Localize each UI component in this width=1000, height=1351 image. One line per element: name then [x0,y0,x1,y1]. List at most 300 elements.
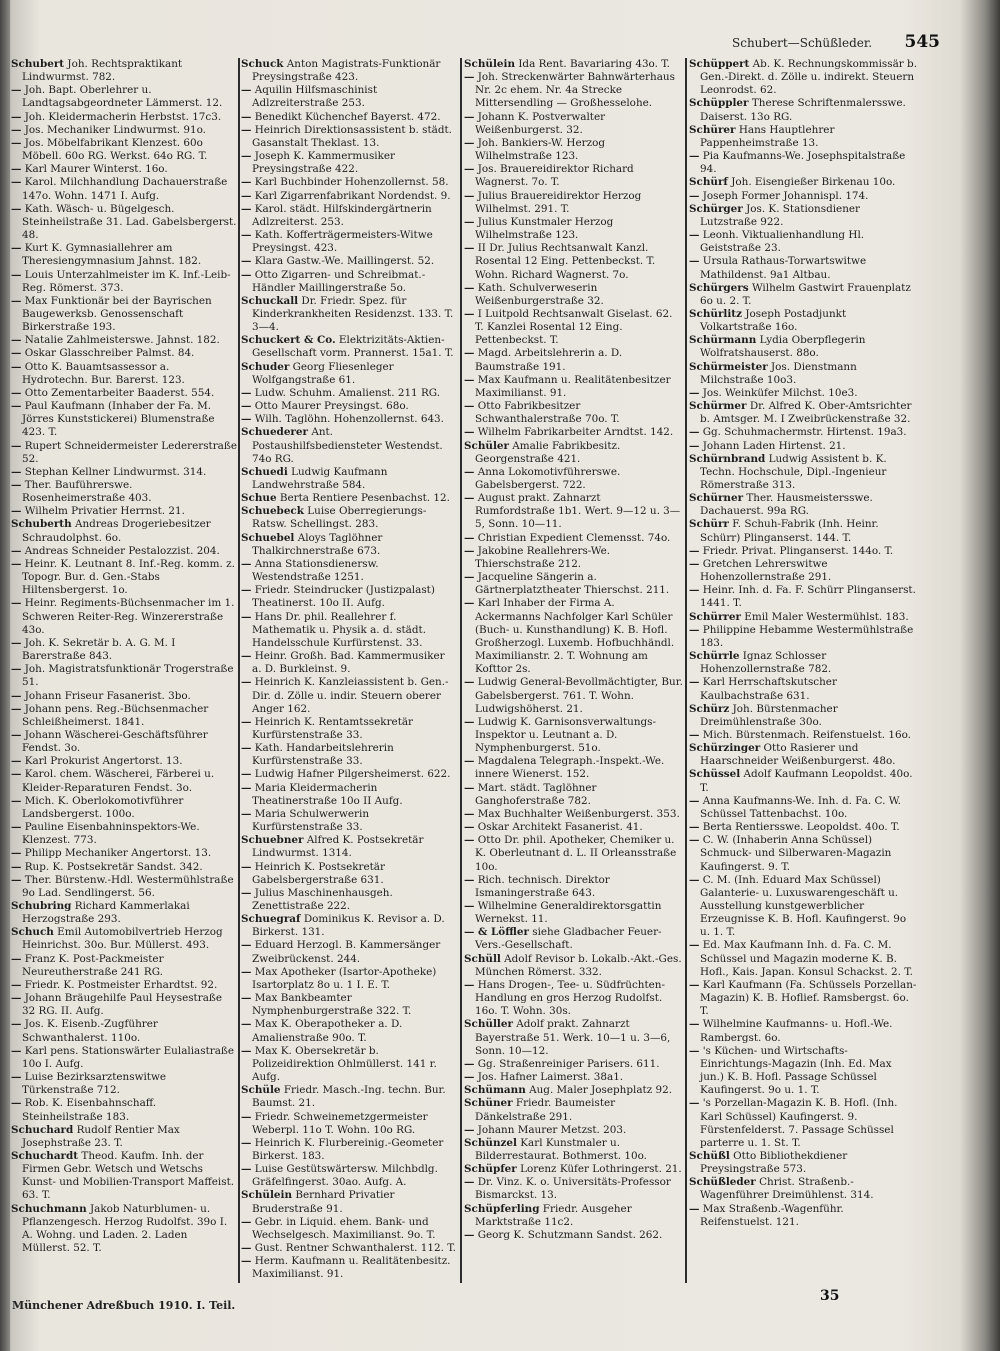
entry-text: Ludwig K. Garnisonsverwaltungs-Inspektor u. Leutnant a. D. Nymphenburgerst. 51o. [475,715,657,755]
entry-surname: — [464,821,475,834]
entry-text: Lorenz Küfer Lothringerst. 21. [520,1163,682,1176]
entry-text: Theod. Kaufm. Inh. der Firmen Gebr. Wetsch und Wetschs Kunst- und Mobilien-Transport Maffeist. 63. T. [22,1149,235,1202]
entry-text: Max Bankbeamter Nymphenburgerstraße 322. T. [252,992,412,1018]
directory-entry [241,1189,457,1215]
directory-entry [241,426,457,465]
directory-entry [689,1176,917,1202]
directory-entry [689,255,917,281]
entry-text: Hans Dr. phil. Reallehrer f. Mathematik u. Physik a. d. städt. Handelsschule Kurfürstenst. 33. [252,610,426,649]
directory-entry [11,440,237,466]
entry-text: Kurt K. Gymnasiallehrer am Theresiengymnasium Jahnst. 182. [22,242,202,268]
directory-entry [241,387,457,400]
entry-surname: — [689,1018,700,1031]
directory-entry [689,1018,917,1044]
entry-text: Dr. Vinz. K. o. Universitäts-Professor Bismarckst. 13. [475,1176,671,1202]
entry-text: C. W. (Inhaberin Anna Schüssel) Schmuck- und Silberwaren-Magazin Kaufingerst. 9. T. [700,834,892,873]
entry-surname: — [11,873,22,886]
directory-entry [11,637,237,663]
entry-surname: — [241,768,252,781]
entry-surname: Schüßleder [689,1176,756,1189]
entry-text: siehe Gladbacher Feuer-Vers.-Gesellschaft. [475,926,662,952]
directory-entry [11,926,237,952]
entry-surname: Schürrle [689,650,740,663]
directory-entry [241,584,457,610]
directory-entry [689,795,917,821]
directory-entry [689,518,917,544]
directory-entry [11,176,237,202]
entry-surname: — [241,84,252,97]
directory-entry [464,440,683,466]
directory-entry [689,150,917,176]
entry-text: Alfred K. Postsekretär Lindwurmst. 1314. [252,834,424,860]
entry-surname: — [464,400,475,413]
entry-text: Joh. Magistratsfunktionär Trogerstraße 51. [22,663,234,689]
entry-text: I Luitpold Rechtsanwalt Giselast. 62. T. Kanzlei Rosental 12 Eing. Pettenbeckst. T. [475,307,673,347]
entry-surname: — [241,413,252,426]
entry-text: Lydia Oberpflegerin Wolfratshauserst. 88o. [700,334,866,360]
entry-surname: — [689,229,700,242]
directory-entry [11,690,237,703]
entry-text: Aug. Maler Josephplatz 92. [529,1084,673,1097]
entry-text: Oskar Architekt Fasanerist. 41. [477,821,643,834]
entry-text: Benedikt Küchenchef Bayerst. 472. [254,110,441,123]
entry-text: Rudolf Rentier Max Josephstraße 23. T. [22,1123,180,1149]
directory-entry [241,176,457,189]
entry-surname: — [11,557,22,570]
entry-text: Jos. Mechaniker Lindwurmst. 91o. [24,123,206,136]
entry-surname: — [11,123,22,136]
directory-entry [241,861,457,887]
entry-surname: — [464,242,475,255]
entry-surname: — [464,136,475,149]
entry-text: 's Küchen- und Wirtschafts-Einrichtungs-Magazin (Inh. Ed. Max jun.) K. B. Hofl. Passage Schüssel Kaufingerst. 9o u. 1. T. [700,1044,892,1097]
directory-entry [689,1150,917,1176]
directory-entry [689,426,917,439]
directory-entry [241,400,457,413]
entry-text: Julius Kunstmaler Herzog Wilhelmstraße 123. [475,215,614,242]
directory-entry [464,190,683,216]
entry-surname: Schuch [11,926,54,939]
entry-surname: — [689,544,700,557]
entry-text: Luise Gestütswärtersw. Milchbdlg. Gräfelfingerst. 30ao. Aufg. A. [252,1163,438,1189]
directory-entry [241,992,457,1018]
entry-text: Ursula Rathaus-Torwartswitwe Mathildenst. 9a1 Altbau. [700,255,867,281]
entry-surname: — [11,136,22,149]
directory-entry [241,255,457,268]
entry-text: Friedr. Schweinemetzgermeister Weberpl. 11o T. Wohn. 10o RG. [252,1110,428,1136]
entry-text: Rupert Schneidermeister Ledererstraße 52. [22,439,237,465]
entry-surname: Schue [241,492,277,505]
signature-mark: 35 [820,1288,840,1304]
entry-text: Otto Dr. phil. Apotheker, Chemiker u. K. Oberleutnant d. L. II Orleansstraße 10o. [475,834,677,873]
entry-text: Friedr. Privat. Plinganserst. 144o. T. [702,544,894,557]
entry-text: Kath. Schulverweserin Weißenburgerstraße 32. [475,281,604,307]
entry-surname: Schürmann [689,334,757,347]
entry-surname: — [241,939,252,952]
book-spine-shadow [0,0,10,1351]
column-1 [11,58,237,1293]
entry-surname: — [464,781,475,794]
directory-entry [689,440,917,453]
directory-entry [241,413,457,426]
entry-surname: — [689,439,700,452]
entry-surname: Schüpferling [464,1202,540,1215]
entry-text: Adolf Kaufmann Leopoldst. 40o. T. [700,768,913,794]
entry-text: Karl Prokurist Angertorst. 13. [24,755,183,768]
entry-surname: — [464,215,475,228]
entry-text: Magd. Arbeitslehrerin a. D. Baumstraße 191. [475,347,623,373]
directory-entry [241,361,457,387]
entry-text: Mart. städt. Taglöhner Ganghoferstraße 782. [475,781,597,807]
directory-entry [464,426,683,439]
entry-surname: — [689,1202,700,1215]
entry-text: Heinrich K. Kanzleiassistent b. Gen.-Dir. d. Zölle u. indir. Steuern oberer Anger 162. [252,676,449,715]
entry-text: Aquilin Hilfsmaschinist Adlzreiterstraße 253. [252,84,378,110]
directory-entry [11,163,237,176]
entry-text: Ab. K. Rechnungskommissär b. Gen.-Direkt. d. Zölle u. indirekt. Steuern Leonrodst. 62. [700,58,917,97]
entry-text: Wilhelm Privatier Herrnst. 21. [24,505,185,518]
directory-entry [689,453,917,492]
entry-text: Magdalena Telegraph.-Inspekt.-We. innere Wienerst. 152. [475,755,665,781]
directory-entry [689,558,917,584]
entry-surname: Schüler [464,439,509,452]
directory-entry [11,755,237,768]
entry-text: Max Apotheker (Isartor-Apotheke) Isartorplatz 8o u. 1 I. E. T. [252,965,437,991]
entry-surname: — [241,1215,252,1228]
entry-surname: — [464,1123,475,1136]
entry-text: Gg. Schuhmachermstr. Hirtenst. 19a3. [702,426,907,439]
directory-entry [241,676,457,715]
entry-surname: — [11,860,22,873]
entry-surname: — [464,281,475,294]
directory-entry [241,1045,457,1084]
entry-surname: — [11,479,22,491]
directory-entry [241,84,457,110]
entry-surname: Schünzel [464,1136,517,1149]
entry-text: Wilhelmine Kaufmanns- u. Hofl.-We. Rambergst. 6o. [700,1018,893,1044]
directory-entry [464,111,683,137]
directory-entry [464,347,683,373]
directory-entry [241,1242,457,1255]
directory-entry [464,979,683,1018]
entry-surname: Schürzinger [689,742,761,755]
entry-surname: — [11,110,22,123]
entry-text: Karol. städt. Hilfskindergärtnerin Adlzreiterst. 253. [252,202,432,228]
entry-text: Jos. Hafner Laimerst. 38a1. [477,1071,624,1084]
entry-text: Ida Rent. Bavariaring 43o. T. [518,58,670,70]
entry-text: Dr. Friedr. Spez. für Kinderkrankheiten Residenzst. 133. T. 3—4. [252,294,454,334]
entry-surname: — [241,1242,252,1255]
directory-entry [464,400,683,426]
entry-surname: — [464,163,475,176]
directory-entry [464,1203,683,1229]
column-2 [241,58,457,1293]
entry-text: Georg Fliesenleger Wolfgangstraße 61. [252,360,394,386]
directory-entry [241,742,457,768]
entry-text: Karl Zigarrenfabrikant Nordendst. 9. [254,189,451,202]
entry-surname: — [11,663,22,676]
entry-surname: Schuckall [241,294,299,307]
entry-text: Bernhard Privatier Bruderstraße 91. [252,1189,395,1215]
entry-text: Heinr. Großh. Bad. Kammermusiker a. D. Burkleinst. 9. [252,650,445,676]
entry-surname: Schürz [689,702,730,715]
entry-text: Gretchen Lehrerswitwe Hohenzollernstraße 291. [700,557,832,584]
page-number: 545 [904,32,940,52]
directory-entry [689,624,917,650]
directory-entry [11,334,237,347]
directory-entry [241,295,457,334]
directory-entry [689,939,917,978]
entry-surname: — [241,715,252,728]
directory-entry [241,716,457,742]
directory-entry [11,295,237,334]
column-divider [238,58,240,1283]
directory-entry [241,1137,457,1163]
entry-text: Ther. Bürstenw.-Hdl. Westermühlstraße 9o Lad. Sendlingerst. 56. [22,873,234,899]
entry-text: Karl Herrschaftskutscher Kaulbachstraße 631. [700,676,837,702]
directory-entry [464,926,683,952]
entry-surname: — [11,242,22,255]
entry-surname: — [241,886,252,899]
directory-entry [689,729,917,742]
entry-text: Kath. Wäsch- u. Bügelgesch. Steinheilstraße 31. Lad. Gabelsbergerst. 48. [22,202,237,242]
entry-surname: — [464,1176,475,1189]
entry-surname: — [689,676,700,689]
entry-surname: — [464,1057,475,1070]
entry-surname: Schürr [689,518,729,531]
entry-surname: — [689,1097,700,1110]
directory-entry [464,834,683,873]
entry-text: Heinr. Inh. d. Fa. F. Schürr Plinganserst. 1441. T. [700,584,916,610]
directory-entry [464,571,683,597]
directory-entry [689,703,917,729]
entry-surname: Schuberth [11,518,72,531]
entry-text: Ludwig Assistent b. K. Techn. Hochschule, Dipl.-Ingenieur Römerstraße 313. [700,452,887,491]
entry-surname: — [464,597,475,610]
directory-entry [11,1150,237,1203]
entry-surname: — [464,807,475,820]
directory-entry [11,1018,237,1044]
entry-surname: — [11,544,22,557]
directory-entry [11,874,237,900]
entry-surname: — [689,1044,700,1057]
entry-text: Pauline Eisenbahninspektors-We. Klenzest. 773. [22,821,200,847]
directory-entry [241,913,457,939]
entry-surname: Schuckert & Co. [241,334,336,347]
entry-text: Gg. Straßenreiniger Parisers. 611. [477,1057,660,1070]
directory-entry [241,611,457,650]
directory-entry [689,611,917,624]
entry-surname: — [464,492,475,505]
entry-surname: Schürmer [689,400,747,413]
entry-surname: Schülein [241,1189,292,1202]
directory-entry [11,269,237,295]
entry-text: Otto Bibliothekdiener Preysingstraße 573. [700,1149,848,1176]
entry-surname: Schürf [689,176,728,189]
entry-surname: Schüppert [689,58,750,70]
entry-surname: — [241,742,252,755]
directory-entry [464,374,683,400]
column-divider [685,58,687,1283]
directory-entry [11,518,237,544]
entry-surname: Schürgers [689,281,749,294]
entry-surname: — [11,202,22,215]
entry-surname: — [689,873,700,886]
entry-text: Jos. Weinküfer Milchst. 10e3. [702,386,858,399]
entry-surname: Schümann [464,1084,526,1097]
entry-text: Karl Kaufmann (Fa. Schüssels Porzellan-Magazin) K. B. Hoflief. Ramsbergst. 6o. T. [700,978,917,1018]
entry-surname: Schuder [241,360,290,373]
entry-text: Dr. Alfred K. Ober-Amtsrichter b. Amtsger. M. I Zweibrückenstraße 32. [700,400,912,426]
directory-entry [464,716,683,755]
header-title: Schubert—Schüßleder. [732,36,873,50]
entry-text: Jakob Naturblumen- u. Pflanzengesch. Herzog Rudolfst. 39o I. A. Wohng. und Laden. 2. Laden Müllerst. 52. T. [22,1202,228,1255]
directory-entry [689,387,917,400]
directory-entry [241,124,457,150]
entry-text: Luise Oberregierungs-Ratsw. Schellingst. 283. [252,505,427,531]
directory-entry [464,466,683,492]
directory-entry [464,953,683,979]
entry-text: Herm. Kaufmann u. Realitätenbesitz. Maximilianst. 91. [252,1255,451,1281]
directory-entry [689,97,917,123]
entry-text: Ludw. Schuhm. Amalienst. 211 RG. [254,386,441,399]
entry-surname: Schubring [11,900,72,912]
directory-entry [464,1058,683,1071]
directory-entry [464,1071,683,1084]
entry-text: F. Schuh-Fabrik (Inh. Heinr. Schürr) Plinganserst. 144. T. [700,518,879,544]
entry-surname: — [11,439,22,452]
entry-surname: — [241,676,252,689]
directory-entry [11,1071,237,1097]
directory-entry [464,1124,683,1137]
entry-text: Johann Friseur Fasanerist. 3bo. [24,689,191,702]
entry-surname: — [241,965,252,978]
directory-entry [464,900,683,926]
entry-surname: — [689,821,700,834]
entry-surname: — [464,426,475,439]
entry-text: Anna Lokomotivführerswe. Gabelsbergerst. 722. [475,465,621,491]
directory-entry [689,545,917,558]
directory-entry [689,229,917,255]
entry-surname: — [689,255,700,268]
entry-text: Ant. Postaushilfsbediensteter Westendst. 74o RG. [252,426,443,465]
entry-surname: — [689,978,700,991]
directory-entry [241,1111,457,1137]
directory-entry [241,558,457,584]
entry-text: Jos. K. Stationsdiener Lutzstraße 922. [700,202,861,228]
entry-surname: — [241,610,252,623]
entry-surname: — [689,557,700,570]
entry-text: Georg K. Schutzmann Sandst. 262. [477,1228,663,1241]
entry-surname: — [11,821,22,834]
entry-surname: — [464,1228,475,1241]
entry-surname: — [241,1110,252,1123]
entry-text: Ther. Hausmeistersswe. Dachauerst. 99a RG. [700,492,873,518]
directory-entry [11,729,237,755]
entry-text: Amalie Fabrikbesitz. Georgenstraße 421. [475,439,621,465]
entry-surname: Schüner [464,1097,513,1110]
entry-surname: — [241,123,252,136]
directory-entry [464,808,683,821]
directory-entry [11,847,237,860]
entry-text: Jakobine Reallehrers-We. Thierschstraße 212. [475,544,611,570]
directory-entry [241,834,457,860]
entry-text: Otto Rasierer und Haarschneider Weißenburgerst. 48o. [700,742,896,768]
directory-entry [11,768,237,794]
entry-surname: Schuebner [241,834,304,847]
entry-text: Ed. Max Kaufmann Inh. d. Fa. C. M. Schüssel und Magazin moderne K. B. Hofl., Kais. Japan. Konsul Schackst. 2. T. [700,939,913,978]
entry-surname: — [464,189,475,202]
column-4 [689,58,917,1293]
directory-entry [241,808,457,834]
entry-text: Karl pens. Stationswärter Eulaliastraße 10o I. Aufg. [22,1044,234,1070]
entry-surname: — [241,202,252,215]
directory-entry [464,782,683,808]
entry-text: Heinrich Direktionsassistent b. städt. Gasanstalt Theklast. 13. [252,123,452,149]
entry-text: Pia Kaufmanns-We. Josephspitalstraße 94. [700,150,906,176]
entry-surname: — [241,1018,252,1031]
entry-text: Heinr. Regiments-Büchsenmacher im 1. Schweren Reiter-Reg. Winzererstraße 43o. [22,597,235,636]
entry-surname: — [11,794,22,807]
directory-entry [241,466,457,492]
entry-surname: — [241,584,252,597]
directory-entry [11,111,237,124]
entry-text: Rup. K. Postsekretär Sandst. 342. [24,860,203,873]
directory-entry [241,939,457,965]
entry-text: Richard Kammerlakai Herzogstraße 293. [22,900,190,926]
entry-surname: — [241,176,252,189]
directory-entry [689,874,917,940]
entry-surname: Schürrer [689,610,741,623]
entry-text: Hans Hauptlehrer Pappenheimstraße 13. [700,123,835,149]
directory-entry [241,58,457,84]
entry-text: Elektrizitäts-Aktien-Gesellschaft vorm. Prannerst. 15a1. T. [252,334,454,360]
directory-entry [241,229,457,255]
entry-surname: — [241,650,252,663]
entry-surname: — [11,1097,22,1110]
column-3 [464,58,683,1293]
directory-entry [241,1163,457,1189]
entry-surname: Schüle [241,1084,281,1097]
directory-entry [241,150,457,176]
directory-entry [11,703,237,729]
entry-surname: — [241,268,252,281]
entry-surname: — [464,544,475,557]
directory-entry [241,334,457,360]
entry-text: Joseph K. Kammermusiker Preysingstraße 422. [252,150,396,176]
directory-entry [689,1203,917,1229]
entry-text: Wilhelmine Generaldirektorsgattin Wernekst. 11. [475,900,662,926]
entry-text: Philipp Mechaniker Angertorst. 13. [24,847,212,860]
entry-surname: — [11,1071,22,1084]
entry-surname: — [241,1163,252,1176]
directory-entry [11,137,237,163]
directory-entry [241,111,457,124]
entry-text: Anna Stationsdienersw. Westendstraße 1251. [252,557,379,584]
entry-text: Rob. K. Eisenbahnschaff. Steinheilstraße 183. [22,1097,157,1123]
entry-text: Luise Bezirksarztenswitwe Türkenstraße 712. [22,1071,167,1097]
directory-entry [689,1097,917,1150]
directory-entry [464,532,683,545]
entry-surname: — [11,334,22,347]
directory-entry [464,755,683,781]
entry-surname: — [11,1044,22,1057]
directory-entry [689,282,917,308]
directory-entry [11,992,237,1018]
entry-surname: Schüßl [689,1149,730,1162]
entry-text: Joh. Eisengießer Birkenau 10o. [731,176,896,189]
entry-surname: Schüssel [689,768,741,781]
